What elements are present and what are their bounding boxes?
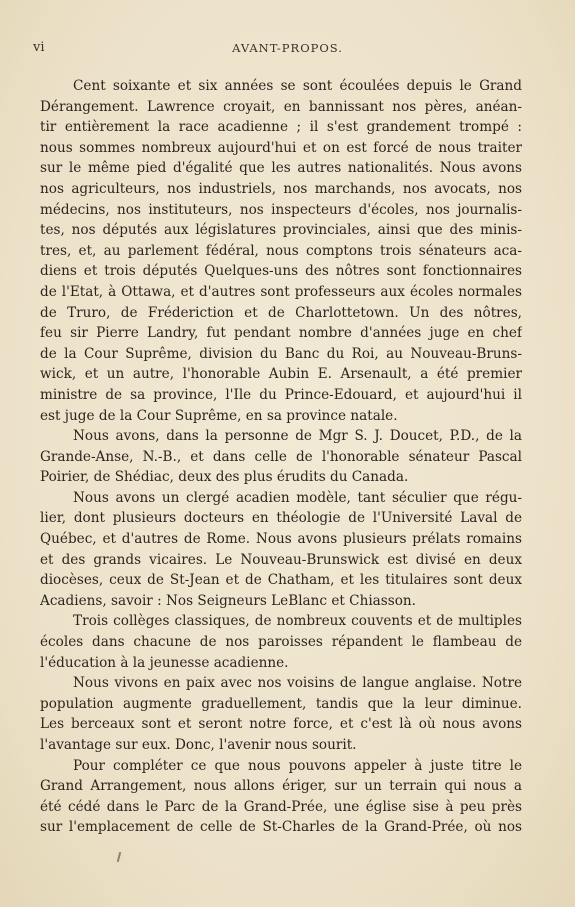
text-line: nos agriculteurs, nos industriels, nos marchands, nos avocats, nos [40,180,522,197]
text-line: ministre de sa province, l'Ile du Prince-Edouard, et aujourd'hui il [40,386,522,403]
text-line: Cent soixante et six années se sont écoulées depuis le Grand [73,78,522,94]
text-line: Nous avons un clergé acadien modèle, tant séculier que régu- [73,489,522,506]
paragraph [40,673,522,755]
text-line: Acadiens, savoir : Nos Seigneurs LeBlanc et Chiasson. [40,592,416,609]
text-line: médecins, nos instituteurs, nos inspecteurs d'écoles, nos journalis- [40,201,522,218]
page-number: vi [33,40,45,55]
text-line: diocèses, ceux de St-Jean et de Chatham, et les titulaires sont deux [40,572,522,589]
text-line: est juge de la Cour Suprême, en sa province natale. [40,407,398,424]
running-title: AVANT-PROPOS. [232,41,343,55]
text-line: lier, dont plusieurs docteurs en théologie de l'Université Laval de [40,510,522,527]
text-line: sur le même pied d'égalité que les autres nationalités. Nous avons [40,160,522,177]
text-line: écoles dans chacune de nos paroisses répandent le flambeau de [40,634,522,651]
text-line: Les berceaux sont et seront notre force, et c'est là où nous avons [40,716,522,733]
text-line: été cédé dans le Parc de la Grand-Prée, une église sise à peu près [40,798,522,815]
text-line: Poirier, de Shédiac, deux des plus érudits du Canada. [40,469,409,486]
paragraph [40,488,522,612]
text-line: Nous vivons en paix avec nos voisins de langue anglaise. Notre [73,675,522,692]
text-line: nous sommes nombreux aujourd'hui et on est forcé de nous traiter [40,139,522,156]
paragraph [40,426,522,488]
text-line: et des grands vicaires. Le Nouveau-Brunswick est divisé en deux [40,551,522,568]
text-line: l'avantage sur eux. Donc, l'avenir nous sourit. [40,737,357,753]
text-line: population augmente graduellement, tandis que la leur diminue. [40,695,522,712]
paragraph [40,756,522,838]
text-line: Nous avons, dans la personne de Mgr S. J. Doucet, P.D., de la [73,428,522,445]
text-line: feu sir Pierre Landry, fut pendant nombre d'années juge en chef [40,325,522,342]
text-line: l'éducation à la jeunesse acadienne. [40,654,289,671]
text-line: Trois collèges classiques, de nombreux couvents et de multiples [73,613,522,630]
paragraph [40,76,522,426]
text-line: tes, nos députés aux législatures provinciales, ainsi que des minis- [40,222,522,239]
text-line: Pour compléter ce que nous pouvons appeler à juste titre le [73,757,522,774]
ink-mark [117,852,122,862]
text-line: sur l'emplacement de celle de St-Charles de la Grand-Prée, où nos [40,819,522,836]
page-body [40,76,522,838]
text-line: Grand Arrangement, nous allons ériger, sur un terrain qui nous a [40,778,522,795]
text-line: de Truro, de Fréderiction et de Charlottetown. Un des nôtres, [40,304,522,321]
text-line: tres, et, au parlement fédéral, nous comptons trois sénateurs aca- [40,242,522,259]
text-line: Grande-Anse, N.-B., et dans celle de l'honorable sénateur Pascal [40,448,522,465]
text-line: Québec, et d'autres de Rome. Nous avons plusieurs prélats romains [40,531,522,548]
text-line: diens et trois députés Quelques-uns des nôtres sont fonctionnaires [40,263,522,280]
text-line: tir entièrement la race acadienne ; il s'est grandement trompé : [40,119,522,136]
text-line: wick, et un autre, l'honorable Aubin E. Arsenault, a été premier [40,366,522,383]
paragraph [40,611,522,673]
text-line: de la Cour Suprême, division du Banc du Roi, au Nouveau-Bruns- [40,345,522,362]
page-header [33,40,542,60]
text-line: de l'Etat, à Ottawa, et d'autres sont professeurs aux écoles normales [40,283,522,300]
text-line: Dérangement. Lawrence croyait, en bannissant nos pères, anéan- [40,98,522,115]
